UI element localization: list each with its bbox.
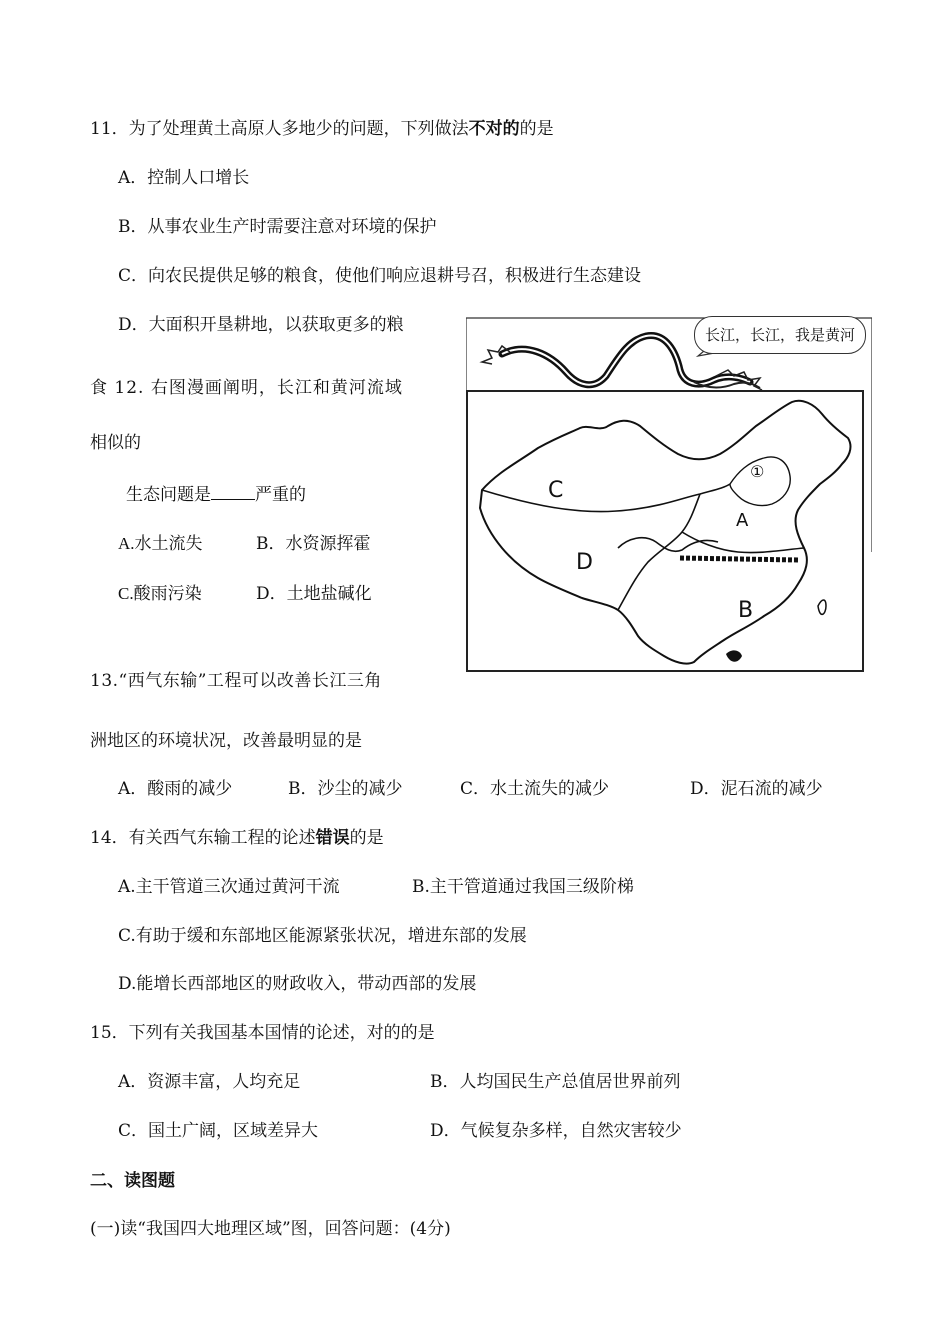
q13-line1: 13.“西气东输”工程可以改善长江三角 [90,671,382,691]
map-label-c: C [548,478,564,503]
q11-stem: 11．为了处理黄土高原人多地少的问题，下列做法不对的的是 [90,119,554,139]
q12-option-c: C.酸雨污染 [118,584,202,603]
q11-option-c: C．向农民提供足够的粮食，使他们响应退耕号召，积极进行生态建设 [118,266,642,286]
q11-option-b: B．从事农业生产时需要注意对环境的保护 [118,217,437,237]
q14-option-d: D.能增长西部地区的财政收入，带动西部的发展 [118,974,477,994]
q13-option-b: B．沙尘的减少 [288,779,403,799]
q13-option-c: C．水土流失的减少 [460,779,610,799]
q15-option-c: C．国土广阔，区域差异大 [118,1121,319,1141]
q13-line2: 洲地区的环境状况，改善最明显的是 [90,731,362,751]
q14-stem: 14．有关西气东输工程的论述错误的是 [90,828,384,848]
map-label-a: A [736,510,749,531]
q12-line3: 生态问题是 严重的 [126,485,306,505]
map-label-d: D [576,550,593,575]
q12-line1: 食 12. 右图漫画阐明，长江和黄河流域 [90,378,403,398]
q13-option-a: A．酸雨的减少 [118,779,233,799]
q14-option-b: B.主干管道通过我国三级阶梯 [412,877,634,897]
q12-option-b: B．水资源挥霍 [256,534,371,554]
q14-emphasis: 错误 [315,828,350,848]
q11-emphasis: 不对的 [468,119,520,139]
china-map-drawing [468,392,862,670]
q12-option-d: D．土地盐碱化 [256,584,372,604]
q11-option-a: A．控制人口增长 [118,168,250,188]
map-label-b: B [738,598,754,623]
q12-line2: 相似的 [90,433,141,453]
q13-option-d: D．泥石流的减少 [690,779,823,799]
q15-option-b: B．人均国民生产总值居世界前列 [430,1072,681,1092]
section-sub-question: (一)读“我国四大地理区域”图，回答问题：(4分) [90,1219,451,1239]
map-label-1: ① [750,462,765,481]
q11-option-d: D．大面积开垦耕地，以获取更多的粮 [118,315,404,335]
section-heading: 二、读图题 [90,1171,175,1191]
q15-option-d: D．气候复杂多样，自然灾害较少 [430,1121,682,1141]
speech-bubble: 长江，长江，我是黄河 [694,316,866,354]
q15-stem: 15．下列有关我国基本国情的论述，对的的是 [90,1023,435,1043]
q14-option-a: A.主干管道三次通过黄河干流 [118,877,340,897]
q12-option-a: A.水土流失 [118,534,203,553]
q14-option-c: C.有助于缓和东部地区能源紧张状况，增进东部的发展 [118,926,527,946]
q15-option-a: A．资源丰富，人均充足 [118,1072,301,1092]
answer-blank [211,483,255,500]
china-region-map [466,390,864,672]
